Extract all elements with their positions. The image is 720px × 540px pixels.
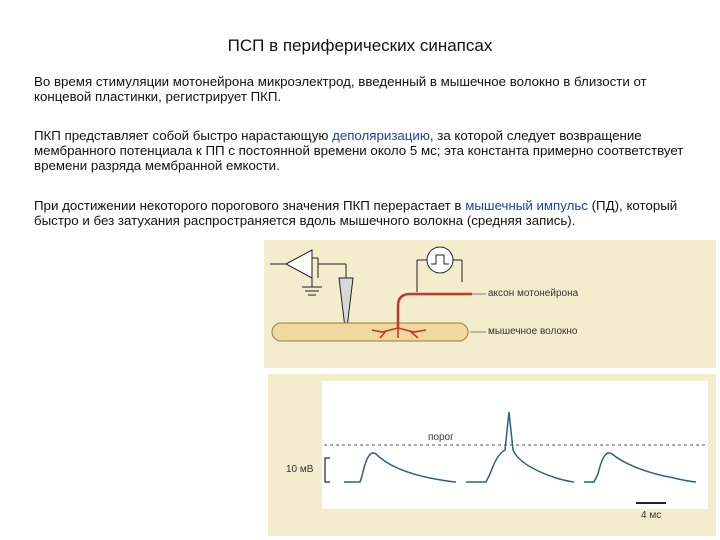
axon-label: аксон мотонейрона [488, 288, 579, 299]
voltage-scale-label: 10 мВ [286, 464, 314, 475]
slide-title: ПСП в периферических синапсах [227, 36, 493, 55]
paragraph-3-text-b: (ПД), который быстро и без затухания распространяется вдоль мышечного волокна (средняя запись). [34, 198, 678, 228]
depolarization-link[interactable]: деполяризацию [332, 128, 430, 143]
muscle-fiber-shape [272, 323, 468, 341]
setup-panel [264, 240, 716, 368]
paragraph-3-text-a: При достижении некоторого порогового значения ПКП перерастает в [34, 198, 466, 213]
time-scale-label: 4 мс [641, 510, 662, 521]
threshold-label: порог [428, 432, 454, 443]
paragraph-1: Во время стимуляции мотонейрона микроэлектрод, введенный в мышечное волокно в близости от концевой пластинки, регистрирует ПКП. [34, 74, 647, 104]
muscle-impulse-link[interactable]: мышечный импульс [465, 198, 588, 213]
muscle-fiber-label: мышечное волокно [488, 326, 578, 337]
paragraph-2-text-b: , за которой следует возвращение мембранного потенциала к ПП с постоянной времени около 5 мс; эта константа примерно соответствует времени разряда мембранной емкости. [34, 128, 684, 173]
paragraph-2-text-a: ПКП представляет собой быстро нарастающую [34, 128, 333, 143]
